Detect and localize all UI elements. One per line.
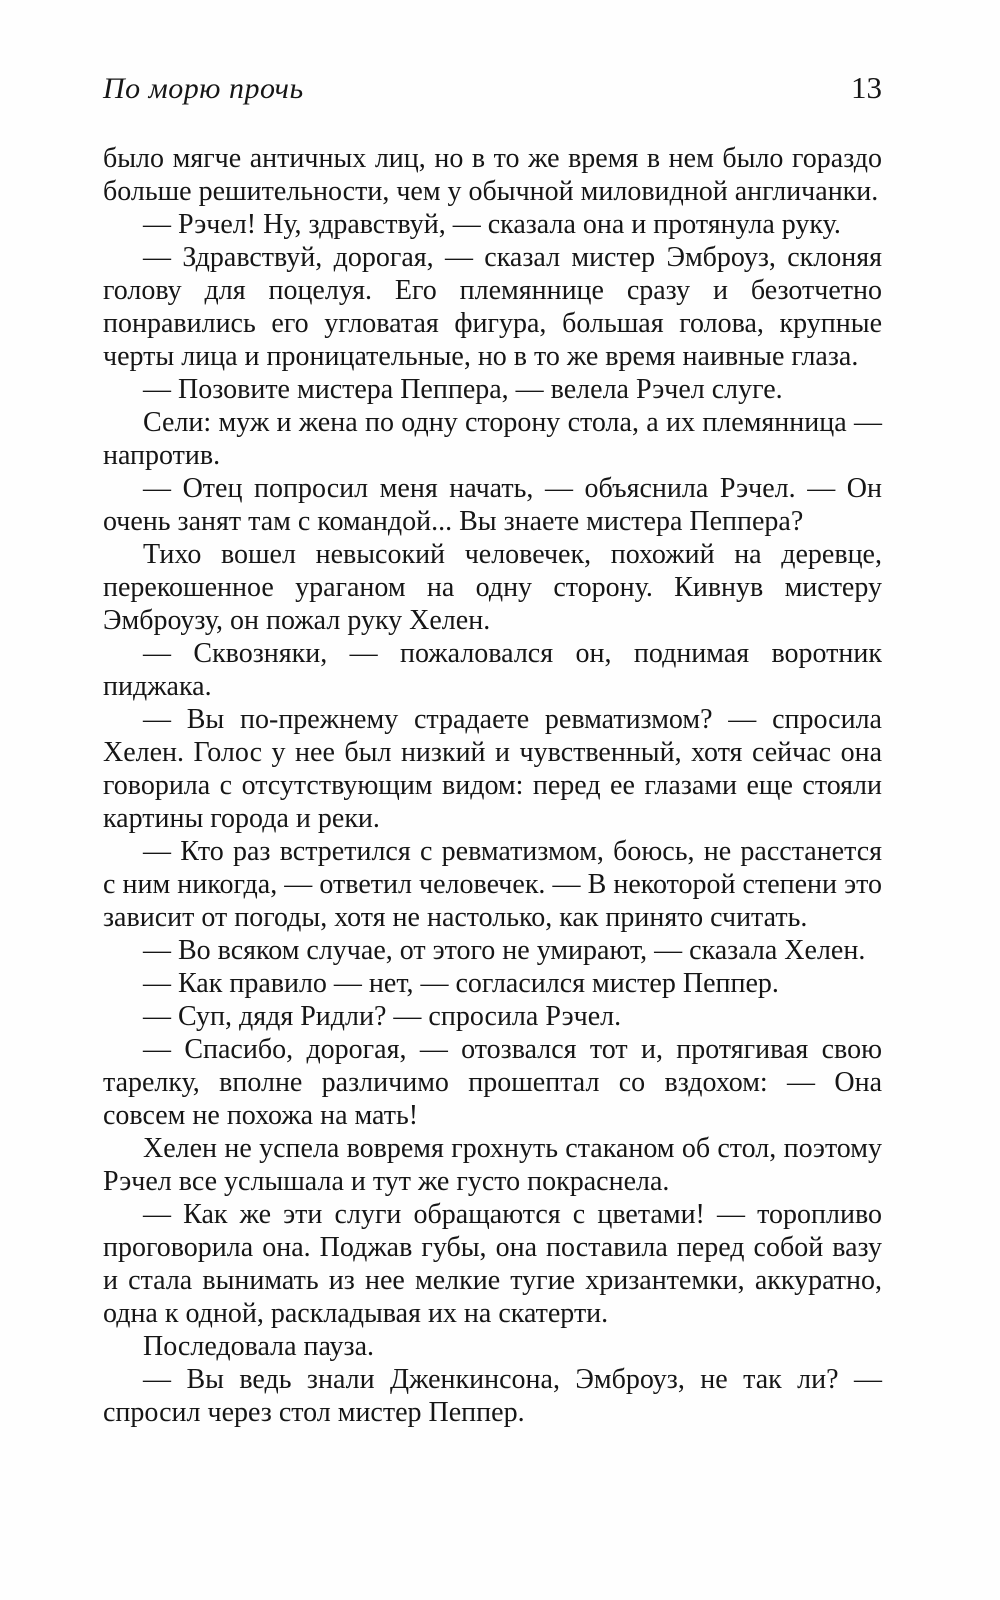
paragraph: — Как же эти слуги обращаются с цветами! — торопливо проговорила она. Поджав губы, она поставила перед собой вазу и стала вынимать из нее мелкие тугие хризантемки, аккуратно, одна к одной, раскладывая их на скатерти. (103, 1199, 882, 1329)
paragraph: — Спасибо, дорогая, — отозвался тот и, протягивая свою тарелку, вполне различимо прошептал со вздохом: — Она совсем не похожа на мать! (103, 1034, 882, 1131)
paragraph: — Вы по-прежнему страдаете ревматизмом? — спросила Хелен. Голос у нее был низкий и чувственный, хотя сейчас она говорила с отсутствующим видом: перед ее глазами еще стояли картины города и реки. (103, 704, 882, 834)
paragraph: — Вы ведь знали Дженкинсона, Эмброуз, не так ли? — спросил через стол мистер Пеппер. (103, 1364, 882, 1428)
paragraph: — Как правило — нет, — согласился мистер Пеппер. (143, 968, 779, 999)
paragraph: Последовала пауза. (143, 1331, 375, 1362)
paragraph: — Кто раз встретился с ревматизмом, боюсь, не расстанется с ним никогда, — ответил человечек. — В некоторой степени это зависит от погоды, хотя не настолько, как принято считать. (103, 836, 882, 933)
page-number: 13 (851, 70, 882, 105)
paragraph: — Здравствуй, дорогая, — сказал мистер Эмброуз, склоняя голову для поцелуя. Его племяннице сразу и безотчетно понравились его угловатая фигура, большая голова, крупные черты лица и проницательные, но в то же время наивные глаза. (103, 242, 882, 372)
paragraph: было мягче античных лиц, но в то же время в нем было гораздо больше решительности, чем у обычной миловидной англичанки. (103, 143, 882, 207)
paragraph: — Позовите мистера Пеппера, — велела Рэчел слуге. (143, 374, 783, 405)
body-text (103, 142, 882, 1429)
paragraph: — Во всяком случае, от этого не умирают, — сказала Хелен. (143, 935, 866, 966)
paragraph: Хелен не успела вовремя грохнуть стаканом об стол, поэтому Рэчел все услышала и тут же густо покраснела. (103, 1133, 882, 1197)
paragraph: — Сквозняки, — пожаловался он, поднимая воротник пиджака. (103, 638, 882, 702)
page-header (103, 70, 882, 106)
running-title: По морю прочь (103, 72, 304, 105)
paragraph: — Суп, дядя Ридли? — спросила Рэчел. (143, 1001, 622, 1032)
paragraph: Тихо вошел невысокий человечек, похожий на деревце, перекошенное ураганом на одну сторону. Кивнув мистеру Эмброузу, он пожал руку Хелен. (103, 539, 882, 636)
paragraph: — Рэчел! Ну, здравствуй, — сказала она и протянула руку. (143, 209, 841, 240)
paragraph: — Отец попросил меня начать, — объяснила Рэчел. — Он очень занят там с командой... Вы знаете мистера Пеппера? (103, 473, 882, 537)
page-content (103, 70, 882, 1429)
paragraph: Сели: муж и жена по одну сторону стола, а их племянница — напротив. (103, 407, 882, 471)
